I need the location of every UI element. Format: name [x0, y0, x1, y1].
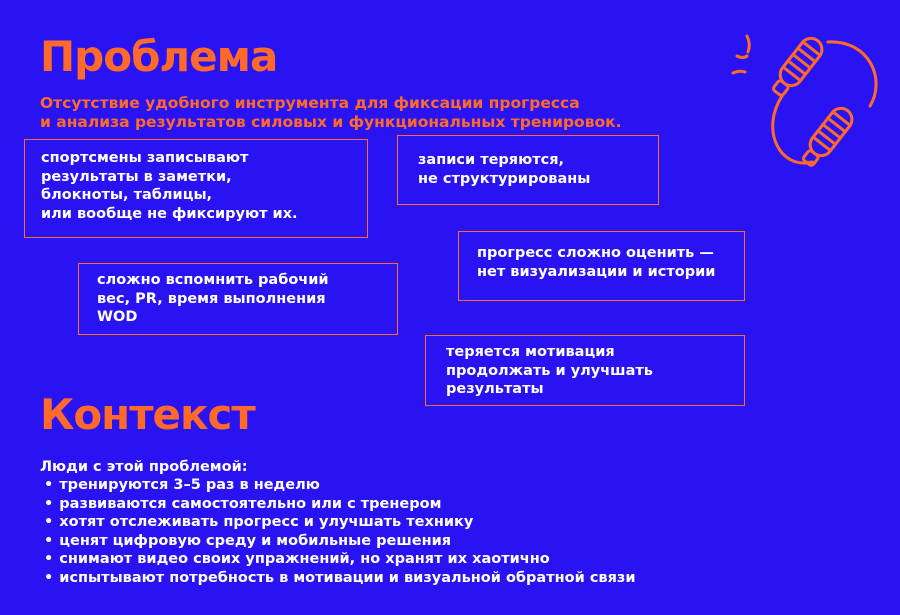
context-lead: Люди с этой проблемой:: [40, 459, 248, 475]
card-line: результаты в заметки,: [41, 168, 232, 185]
card-line: теряется мотивация: [446, 344, 615, 360]
card-line: WOD: [97, 309, 138, 325]
list-item: • ценят цифровую среду и мобильные решения: [44, 532, 635, 551]
problem-subtitle: [40, 94, 760, 132]
context-heading: Контекст: [40, 390, 255, 439]
problem-card-progress: [458, 231, 745, 301]
problem-card-lost-records: [397, 135, 659, 205]
card-line: или вообще не фиксируют их.: [41, 205, 298, 222]
card-line: не структурированы: [418, 170, 591, 187]
problem-card-notes: [24, 139, 368, 238]
list-item: • развиваются самостоятельно или с тренером: [44, 495, 635, 514]
card-line: прогресс сложно оценить —: [477, 245, 714, 261]
card-line: вес, PR, время выполнения: [97, 290, 326, 307]
list-item: • испытывают потребность в мотивации и визуальной обратной связи: [44, 569, 635, 588]
problem-heading: Проблема: [40, 32, 278, 81]
card-line: результаты: [446, 381, 544, 397]
card-line: продолжать и улучшать: [446, 362, 653, 379]
problem-card-memory: [78, 263, 398, 335]
card-line: нет визуализации и истории: [477, 263, 716, 280]
context-list: [44, 476, 635, 587]
problem-subtitle-line: Отсутствие удобного инструмента для фиксации прогресса: [40, 94, 580, 112]
card-line: сложно вспомнить рабочий: [97, 272, 329, 288]
problem-subtitle-line: и анализа результатов силовых и функциональных тренировок.: [40, 113, 622, 131]
card-line: спортсмены записывают: [41, 150, 249, 166]
problem-card-motivation: [425, 335, 745, 406]
card-line: записи теряются,: [418, 152, 565, 168]
jump-rope-icon: [720, 20, 890, 190]
card-line: блокноты, таблицы,: [41, 187, 213, 203]
list-item: • тренируются 3–5 раз в неделю: [44, 476, 635, 495]
list-item: • хотят отслеживать прогресс и улучшать технику: [44, 513, 635, 532]
list-item: • снимают видео своих упражнений, но хранят их хаотично: [44, 550, 635, 569]
